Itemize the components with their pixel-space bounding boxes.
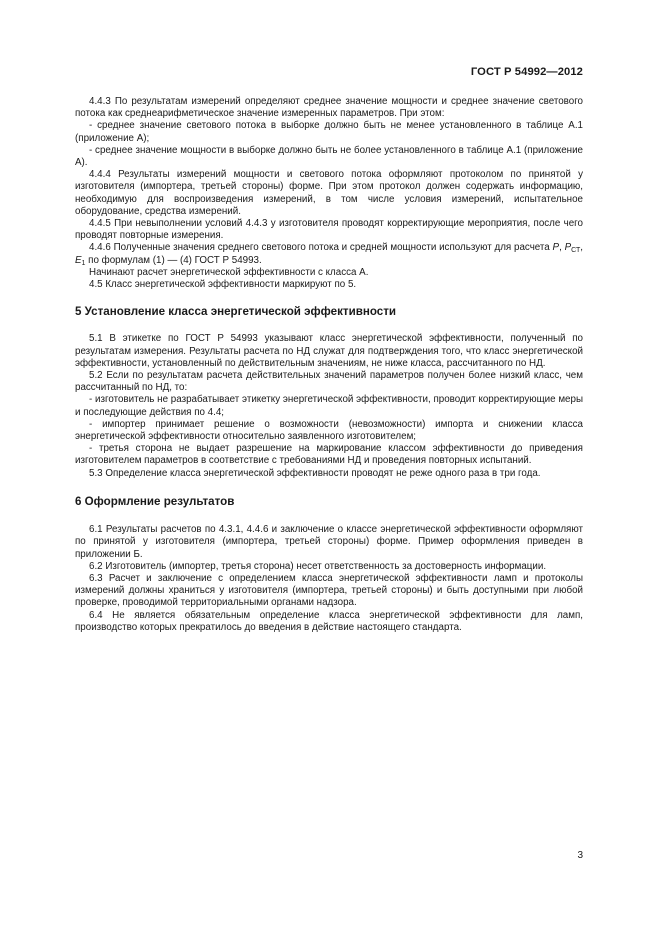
clause-4-5: 4.5 Класс энергетической эффективности маркируют по 5. [89,279,357,291]
clause-5-2-item-b: - импортер принимает решение о возможности (невозможности) импорта и снижении класса энергетической эффективности относительно заявленного изготовителем; [75,418,583,443]
clause-5-2-item-a: - изготовитель не разрабатывает этикетку энергетической эффективности, проводит корректирующие меры и последующие действия по 4.4; [75,394,583,418]
clause-4-4-3-item-b: - среднее значение мощности в выборке должно быть не более установленного в таблице А.1 (приложение А). [75,144,583,169]
document-header: ГОСТ Р 54992—2012 [470,66,583,78]
clause-4-4-3-item-a: - среднее значение светового потока в выборке должно быть не менее установленного в таблице А.1 (приложение А); [75,120,583,144]
clause-5-2: 5.2 Если по результатам расчета действительных значений параметров получен более низкий класс, чем рассчитанный по НД, то: [75,370,583,394]
symbol-separator-2: , [580,242,583,254]
symbol-e: E [75,254,82,266]
clause-5-2-item-c: - третья сторона не выдает разрешение на маркирование классом эффективности до приведения изготовителем параметров в соответствие с требованиями НД и проведения повторных испытаний. [75,443,583,467]
symbol-p-st-subscript: СТ [571,247,581,255]
clause-5-1: 5.1 В этикетке по ГОСТ Р 54993 указывают класс энергетической эффективности, полученный по результатам измерения. Результаты расчета по НД служат для подтверждения того, что класс энергетической эффективности, установленный по действительным значениям, не ниже класса, рассчитанного по НД. [75,333,583,369]
clause-4-4-6-continuation: Начинают расчет энергетической эффективности с класса А. [89,266,369,278]
clause-4-4-4: 4.4.4 Результаты измерений мощности и светового потока оформляют протоколом по принятой у изготовителя (импортера, третьей стороны) форме. При этом протокол должен содержать информацию, необходимую для воспроизведения измерений, в том числе условия измерений, испытательное оборудование, средства измерений. [75,169,583,217]
clause-6-3: 6.3 Расчет и заключение с определением класса энергетической эффективности ламп и протоколы измерений должны храниться у изготовителя (импортера, третьей стороны) и быть доступными при любой проверке, проводимой территориальными органами надзора. [75,572,583,609]
symbol-p-st: P [564,242,572,254]
document-body [75,96,583,634]
page-number: 3 [577,850,583,861]
section-5-heading: 5 Установление класса энергетической эффективности [75,305,397,319]
clause-6-1: 6.1 Результаты расчетов по 4.3.1, 4.4.6 и заключение о классе энергетической эффективности оформляют по принятой у изготовителя (импортера, третьей стороны) форме. Пример оформления приведен в приложении Б. [75,524,583,560]
symbol-e-subscript: 1 [81,259,86,267]
symbol-separator-1: , [559,242,565,254]
clause-4-4-6-text-pre: 4.4.6 Полученные значения среднего светового потока и средней мощности используют для расчета [89,242,553,254]
symbol-p: P [552,242,560,254]
clause-6-4: 6.4 Не является обязательным определение класса энергетической эффективности для ламп, производство которых прекратилось до введения в действие настоящего стандарта. [75,609,583,633]
clause-4-4-3: 4.4.3 По результатам измерений определяют среднее значение мощности и среднее значение светового потока как среднеарифметическое значение измеренных параметров. При этом: [75,96,583,120]
clause-5-3: 5.3 Определение класса энергетической эффективности проводят не реже одного раза в три года. [89,467,541,479]
clause-6-2: 6.2 Изготовитель (импортер, третья сторона) несет ответственность за достоверность информации. [89,560,547,572]
clause-4-4-5: 4.4.5 При невыполнении условий 4.4.3 у изготовителя проводят корректирующие мероприятия, после чего проводят повторные измерения. [75,218,583,242]
section-6-heading: 6 Оформление результатов [75,494,235,508]
clause-4-4-6-text-post: по формулам (1) — (4) ГОСТ Р 54993. [85,254,262,266]
clause-4-4-6 [75,242,583,266]
